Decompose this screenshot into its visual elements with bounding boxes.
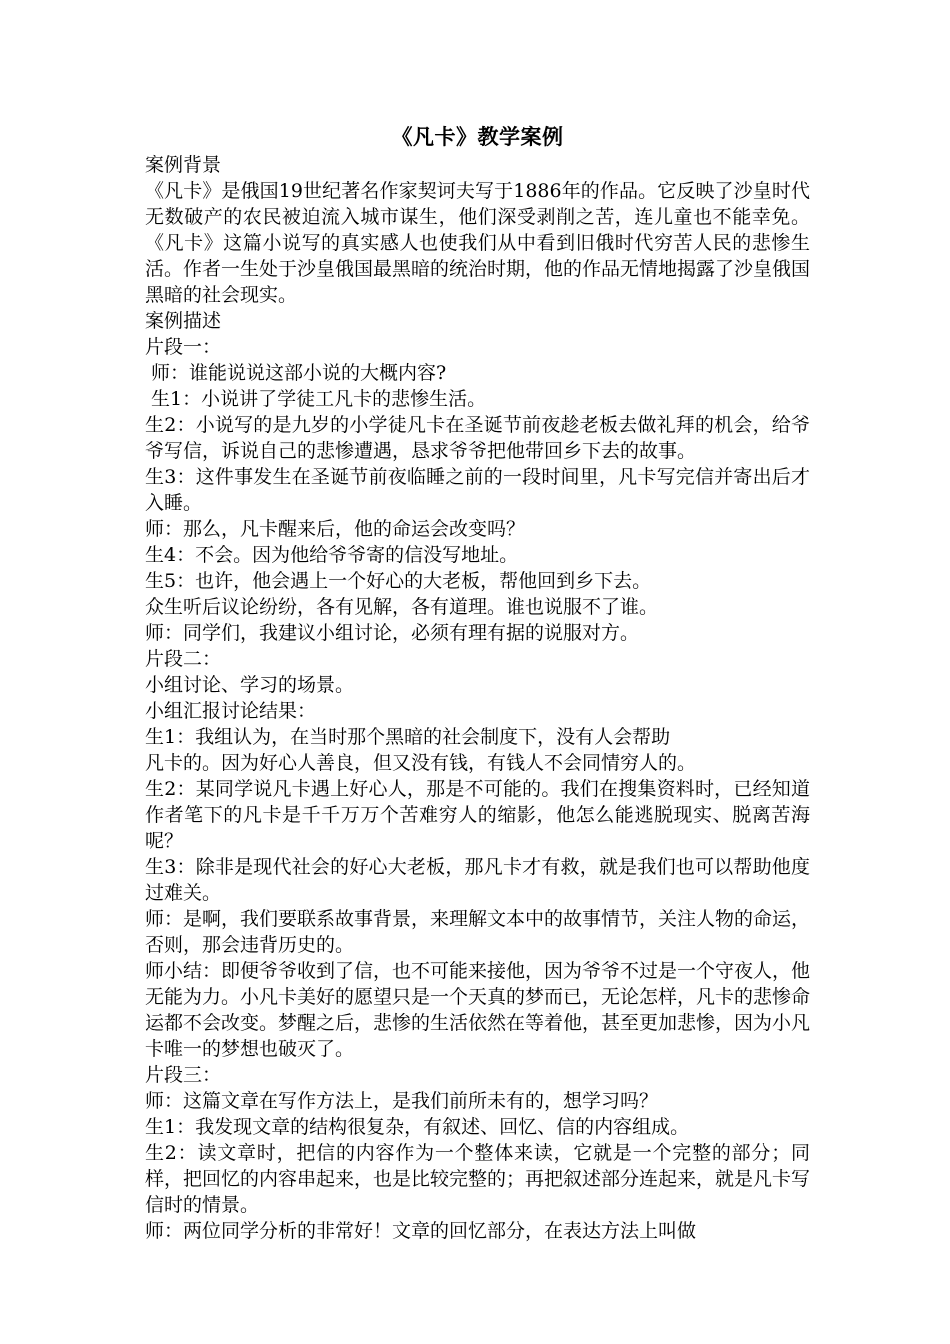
fragment-heading-2: 片段二： (145, 648, 222, 670)
narration-line: 众生听后议论纷纷，各有见解，各有道理。谁也说服不了谁。 (145, 596, 659, 618)
dialogue-line: 生4：不会。因为他给爷爷寄的信没写地址。 (145, 544, 519, 566)
document-page (145, 122, 810, 1244)
dialogue-line: 师：这篇文章在写作方法上，是我们前所未有的，想学习吗？ (145, 1090, 659, 1112)
dialogue-line: 生5：也许，他会遇上一个好心的大老板，帮他回到乡下去。 (145, 570, 652, 592)
dialogue-line: 凡卡的。因为好心人善良，但又没有钱，有钱人不会同情穷人的。 (145, 752, 697, 774)
fragment-heading-3: 片段三： (145, 1064, 222, 1086)
narration-line: 小组汇报讨论结果： (145, 700, 317, 722)
dialogue-line: 生2：读文章时，把信的内容作为一个整体来读，它就是一个完整的部分；同样，把回忆的内容串起来，也是比较完整的；再把叙述部分连起来，就是凡卡写信时的情景。 (145, 1142, 811, 1216)
background-paragraph: 《凡卡》是俄国19世纪著名作家契诃夫写于1886年的作品。它反映了沙皇时代无数破产的农民被迫流入城市谋生，他们深受剥削之苦，连儿童也不能幸免。《凡卡》这篇小说写的真实感人也使我们从中看到旧俄时代穷苦人民的悲惨生活。作者一生处于沙皇俄国最黑暗的统治时期，他的作品无情地揭露了沙皇俄国黑暗的社会现实。 (145, 180, 811, 306)
dialogue-line: 生1：我组认为，在当时那个黑暗的社会制度下，没有人会帮助 (145, 726, 671, 748)
dialogue-line: 生3：这件事发生在圣诞节前夜临睡之前的一段时间里，凡卡写完信并寄出后才入睡。 (145, 466, 810, 514)
dialogue-line: 生1：我发现文章的结构很复杂，有叙述、回忆、信的内容组成。 (145, 1116, 690, 1138)
section-heading-background: 案例背景 (145, 154, 222, 176)
section-heading-description: 案例描述 (145, 310, 222, 332)
dialogue-line: 生2：小说写的是九岁的小学徒凡卡在圣诞节前夜趁老板去做礼拜的机会，给爷爷写信，诉说自己的悲惨遭遇，恳求爷爷把他带回乡下去的故事。 (145, 414, 810, 462)
teacher-summary: 师小结：即便爷爷收到了信，也不可能来接他，因为爷爷不过是一个守夜人，他无能为力。小凡卡美好的愿望只是一个天真的梦而已，无论怎样，凡卡的悲惨命运都不会改变。梦醒之后，悲惨的生活依然在等着他，甚至更加悲惨，因为小凡卡唯一的梦想也破灭了。 (145, 960, 811, 1060)
dialogue-line: 生1：小说讲了学徒工凡卡的悲惨生活。 (145, 388, 487, 410)
fragment-heading-1: 片段一： (145, 336, 222, 358)
dialogue-line: 师：是啊，我们要联系故事背景，来理解文本中的故事情节，关注人物的命运，否则，那会违背历史的。 (145, 908, 811, 956)
dialogue-line: 生2：某同学说凡卡遇上好心人，那是不可能的。我们在搜集资料时，已经知道作者笔下的凡卡是千千万万个苦难穷人的缩影，他怎么能逃脱现实、脱离苦海呢？ (145, 778, 810, 852)
narration-line: 小组讨论、学习的场景。 (145, 674, 355, 696)
dialogue-line: 师：谁能说说这部小说的大概内容? (145, 362, 447, 384)
dialogue-line: 师：那么，凡卡醒来后，他的命运会改变吗？ (145, 518, 526, 540)
dialogue-line: 生3：除非是现代社会的好心大老板，那凡卡才有救，就是我们也可以帮助他度过难关。 (145, 856, 810, 904)
dialogue-line: 师：两位同学分析的非常好！文章的回忆部分，在表达方法上叫做 (145, 1220, 697, 1242)
document-title: 《凡卡》教学案例 (391, 124, 564, 149)
dialogue-line: 师：同学们，我建议小组讨论，必须有理有据的说服对方。 (145, 622, 640, 644)
